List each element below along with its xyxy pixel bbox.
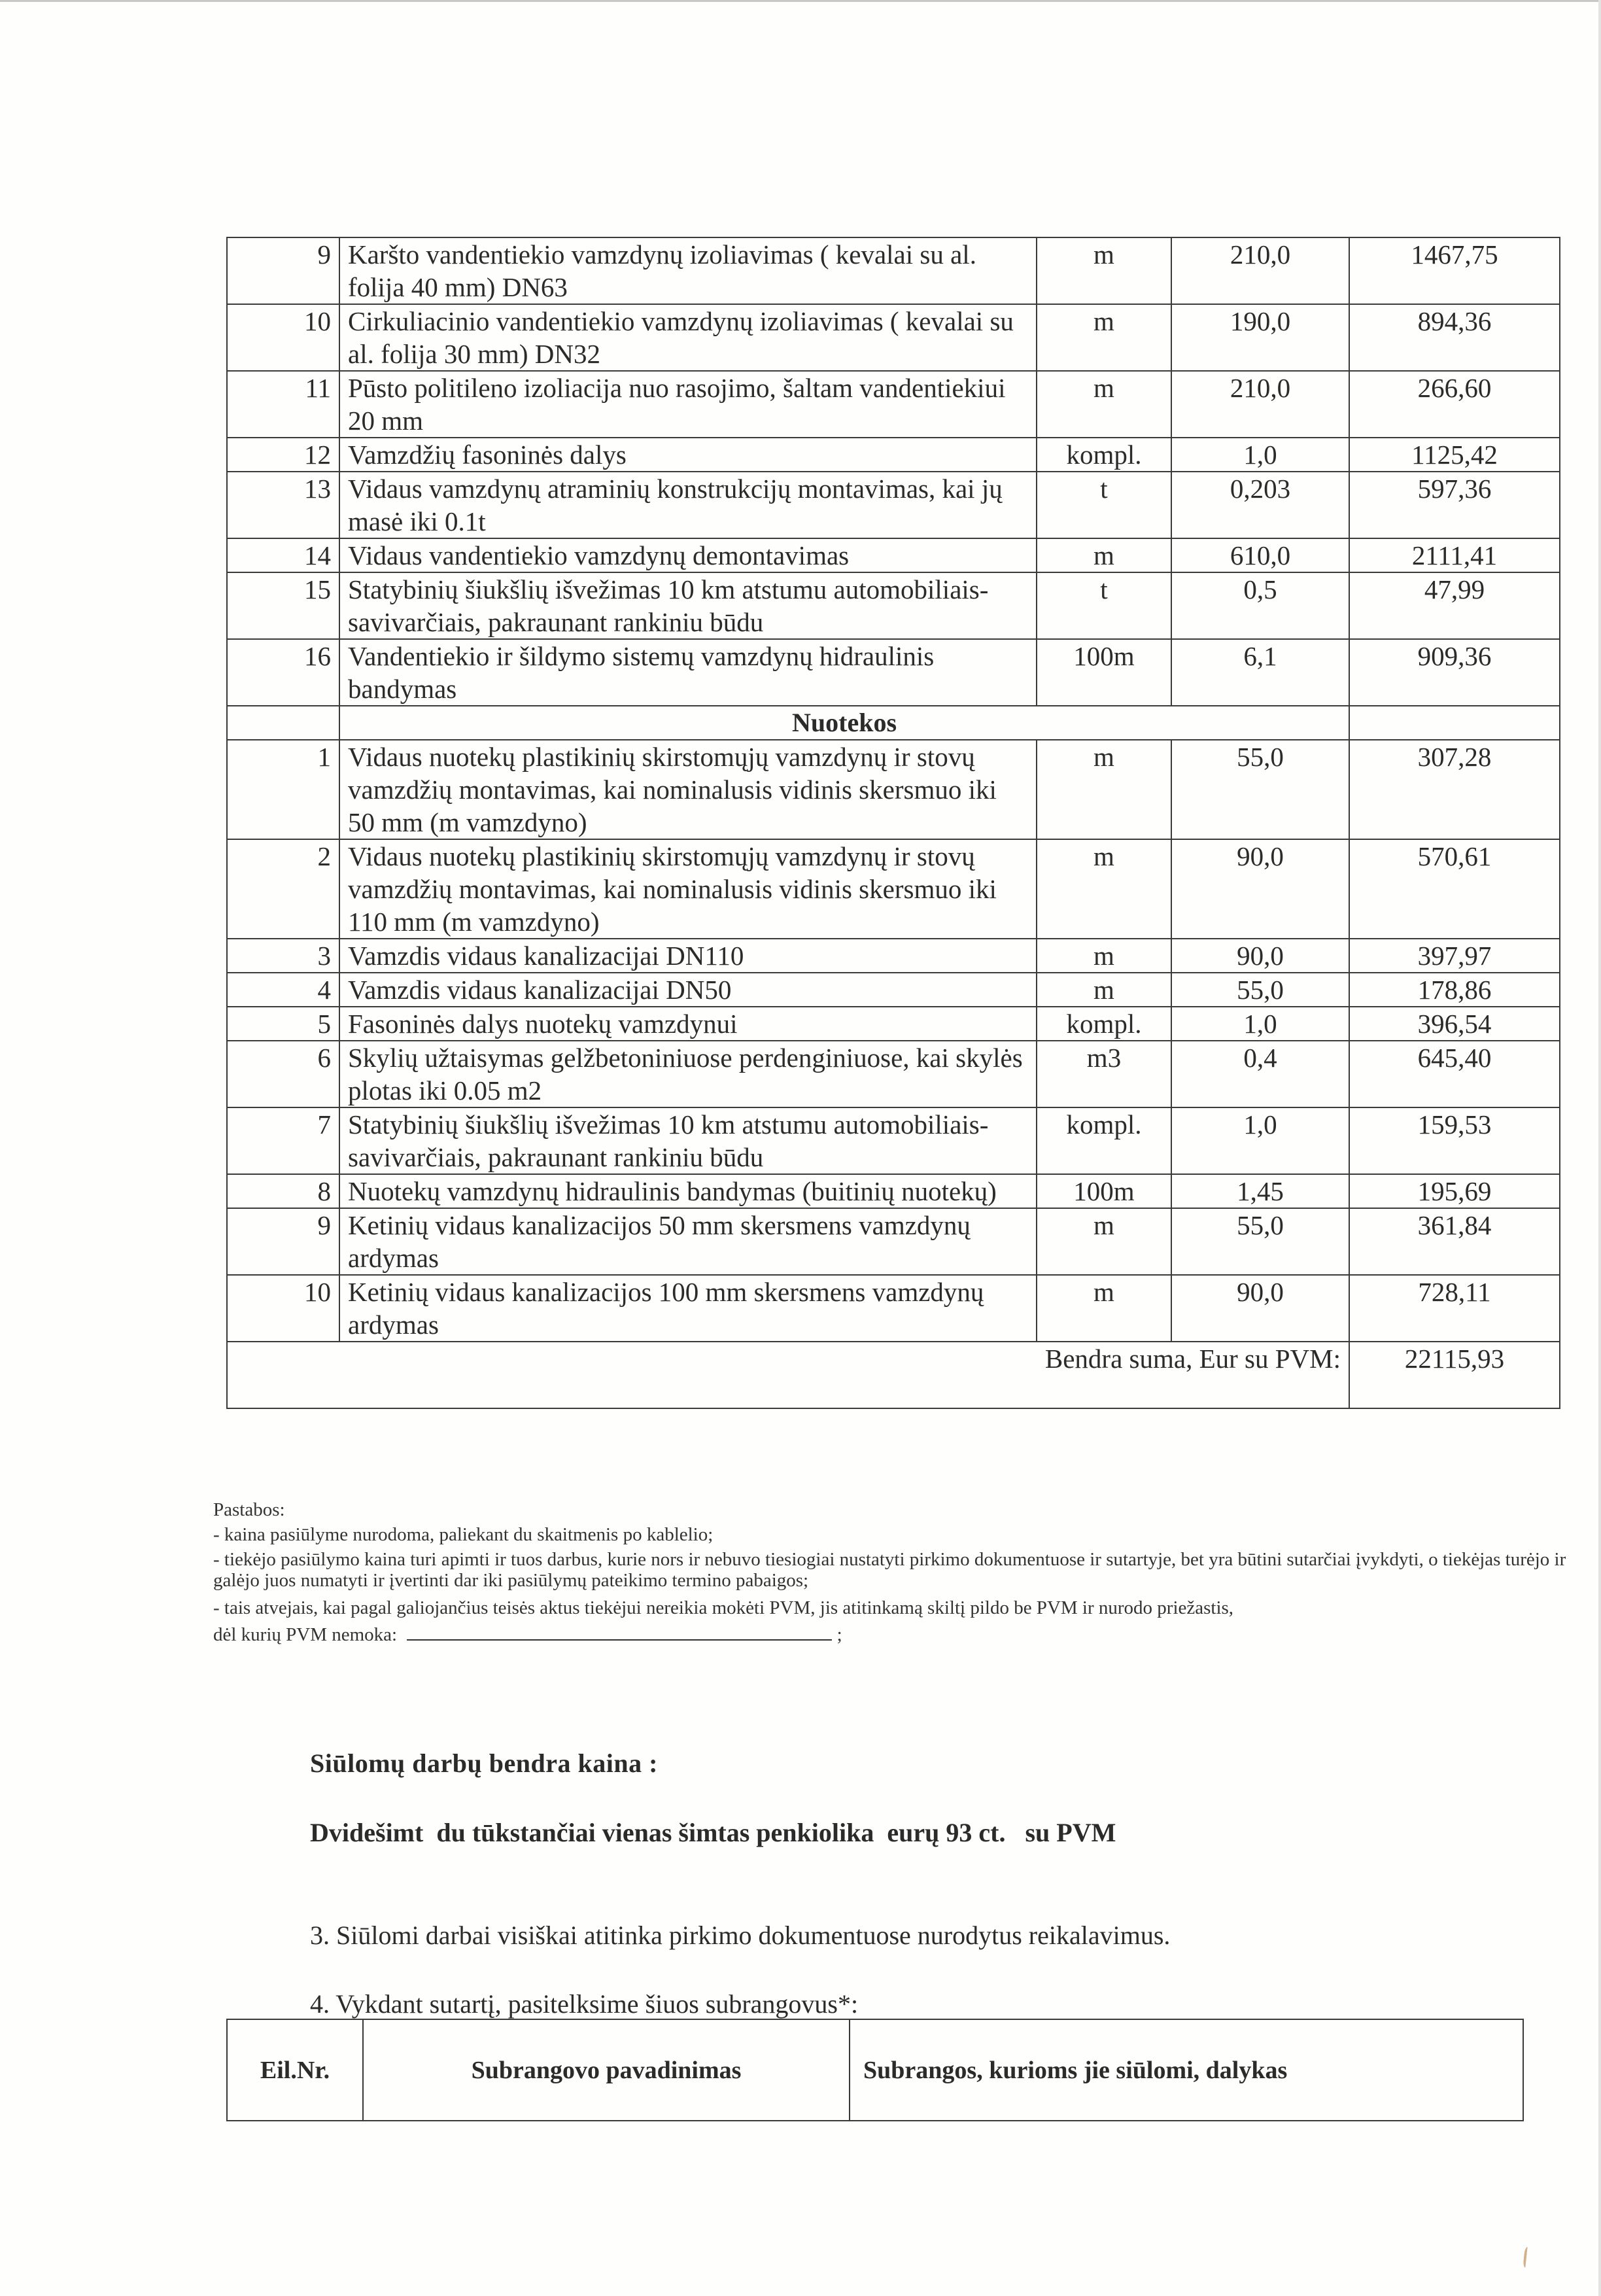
row-number: 12 [227, 438, 339, 472]
quantity: 0,4 [1171, 1041, 1349, 1107]
unit: t [1037, 572, 1171, 639]
subcontractors-table [226, 2019, 1524, 2121]
price: 909,36 [1349, 639, 1560, 706]
quantity: 610,0 [1171, 538, 1349, 572]
unit: m [1037, 973, 1171, 1007]
unit: kompl. [1037, 1107, 1171, 1174]
price: 266,60 [1349, 371, 1560, 438]
unit: m [1037, 304, 1171, 371]
header-subcontract-subject: Subrangos, kurioms jie siūlomi, dalykas [850, 2019, 1523, 2121]
note-item: - tiekėjo pasiūlymo kaina turi apimti ir tuos darbus, kurie nors ir nebuvo tiesiogiai nustatyti pirkimo dokumentuose ir sutartyje, bet yra būtini sutarčiai įvykdyti, o tiekėjas turėjo ir galėjo juos numatyti ir įvertinti dar iki pasiūlymų pateikimo termino pabaigos; [213, 1549, 1566, 1591]
quantity: 0,203 [1171, 472, 1349, 538]
quantity: 90,0 [1171, 839, 1349, 939]
row-number: 9 [227, 1208, 339, 1275]
statement-compliance: 3. Siūlomi darbai visiškai atitinka pirkimo dokumentuose nurodytus reikalavimus. [310, 1921, 1171, 1950]
table-row [227, 572, 1560, 639]
work-description: Nuotekų vamzdynų hidraulinis bandymas (buitinių nuotekų) [339, 1174, 1037, 1208]
table-row [227, 839, 1560, 939]
work-description: Vamzdžių fasoninės dalys [339, 438, 1037, 472]
unit: 100m [1037, 1174, 1171, 1208]
row-number: 10 [227, 304, 339, 371]
price [1349, 706, 1560, 740]
row-number: 11 [227, 371, 339, 438]
unit: m [1037, 1275, 1171, 1342]
work-description: Statybinių šiukšlių išvežimas 10 km atstumu automobiliais-savivarčiais, pakraunant rankiniu būdu [339, 1107, 1037, 1174]
work-description: Pūsto politileno izoliacija nuo rasojimo, šaltam vandentiekiui 20 mm [339, 371, 1037, 438]
section-header-row [227, 706, 1560, 740]
table-row [227, 1041, 1560, 1107]
price: 178,86 [1349, 973, 1560, 1007]
row-number: 5 [227, 1007, 339, 1041]
notes-title: Pastabos: [213, 1499, 285, 1520]
table-row [227, 939, 1560, 973]
table-row [227, 304, 1560, 371]
vat-reason-end: ; [836, 1624, 842, 1645]
row-number: 3 [227, 939, 339, 973]
total-value: 22115,93 [1349, 1342, 1560, 1408]
price: 645,40 [1349, 1041, 1560, 1107]
quantity: 6,1 [1171, 639, 1349, 706]
table-row [227, 740, 1560, 839]
work-description: Cirkuliacinio vandentiekio vamzdynų izoliavimas ( kevalai su al. folija 30 mm) DN32 [339, 304, 1037, 371]
price: 597,36 [1349, 472, 1560, 538]
row-number: 15 [227, 572, 339, 639]
row-number: 1 [227, 740, 339, 839]
section-title: Nuotekos [339, 706, 1349, 740]
table-row [227, 1007, 1560, 1041]
row-number: 9 [227, 237, 339, 304]
price: 570,61 [1349, 839, 1560, 939]
work-description: Vandentiekio ir šildymo sistemų vamzdynų hidraulinis bandymas [339, 639, 1037, 706]
note-item: - tais atvejais, kai pagal galiojančius teisės aktus tiekėjui nereikia mokėti PVM, jis atitinkamą skiltį pildo be PVM ir nurodo priežastis, [213, 1597, 1234, 1618]
price: 728,11 [1349, 1275, 1560, 1342]
total-price-heading: Siūlomų darbų bendra kaina : [310, 1748, 658, 1778]
work-description: Vidaus nuotekų plastikinių skirstomųjų vamzdynų ir stovų vamzdžių montavimas, kai nominalusis vidinis skersmuo iki 50 mm (m vamzdyno) [339, 740, 1037, 839]
unit: m [1037, 371, 1171, 438]
header-row-number: Eil.Nr. [227, 2019, 363, 2121]
table-row [227, 1107, 1560, 1174]
page-right-edge [1598, 0, 1601, 2296]
unit: m3 [1037, 1041, 1171, 1107]
note-item: - kaina pasiūlyme nurodoma, paliekant du skaitmenis po kablelio; [213, 1524, 714, 1545]
unit: m [1037, 839, 1171, 939]
works-price-table [226, 237, 1560, 1409]
vat-reason-label: dėl kurių PVM nemoka: [213, 1624, 398, 1645]
total-label: Bendra suma, Eur su PVM: [227, 1342, 1349, 1408]
quantity: 1,0 [1171, 1007, 1349, 1041]
work-description: Skylių užtaisymas gelžbetoniniuose perdenginiuose, kai skylės plotas iki 0.05 m2 [339, 1041, 1037, 1107]
price: 894,36 [1349, 304, 1560, 371]
unit: m [1037, 237, 1171, 304]
price: 47,99 [1349, 572, 1560, 639]
price: 396,54 [1349, 1007, 1560, 1041]
page-top-edge [0, 0, 1601, 2]
table-row [227, 237, 1560, 304]
quantity: 1,0 [1171, 438, 1349, 472]
vat-reason-field[interactable] [407, 1622, 832, 1641]
price: 361,84 [1349, 1208, 1560, 1275]
work-description: Fasoninės dalys nuotekų vamzdynui [339, 1007, 1037, 1041]
work-description: Ketinių vidaus kanalizacijos 50 mm skersmens vamzdynų ardymas [339, 1208, 1037, 1275]
row-number: 2 [227, 839, 339, 939]
quantity: 210,0 [1171, 237, 1349, 304]
row-number: 14 [227, 538, 339, 572]
work-description: Ketinių vidaus kanalizacijos 100 mm skersmens vamzdynų ardymas [339, 1275, 1037, 1342]
row-number: 7 [227, 1107, 339, 1174]
price: 195,69 [1349, 1174, 1560, 1208]
row-number: 10 [227, 1275, 339, 1342]
table-row [227, 639, 1560, 706]
price: 159,53 [1349, 1107, 1560, 1174]
work-description: Karšto vandentiekio vamzdynų izoliavimas ( kevalai su al. folija 40 mm) DN63 [339, 237, 1037, 304]
quantity: 55,0 [1171, 1208, 1349, 1275]
price: 307,28 [1349, 740, 1560, 839]
table-row [227, 438, 1560, 472]
total-row [227, 1342, 1560, 1408]
table-row [227, 538, 1560, 572]
quantity: 90,0 [1171, 1275, 1349, 1342]
row-number: 16 [227, 639, 339, 706]
row-number: 4 [227, 973, 339, 1007]
quantity: 210,0 [1171, 371, 1349, 438]
table-row [227, 1174, 1560, 1208]
subcontractors-header-row [227, 2019, 1523, 2121]
quantity: 55,0 [1171, 740, 1349, 839]
quantity: 1,45 [1171, 1174, 1349, 1208]
price: 397,97 [1349, 939, 1560, 973]
statement-subcontractors: 4. Vykdant sutartį, pasitelksime šiuos subrangovus*: [310, 1989, 859, 2019]
table-row [227, 973, 1560, 1007]
unit: kompl. [1037, 438, 1171, 472]
quantity: 190,0 [1171, 304, 1349, 371]
unit: t [1037, 472, 1171, 538]
work-description: Vidaus vandentiekio vamzdynų demontavimas [339, 538, 1037, 572]
unit: m [1037, 538, 1171, 572]
quantity: 1,0 [1171, 1107, 1349, 1174]
work-description: Vamzdis vidaus kanalizacijai DN110 [339, 939, 1037, 973]
unit: kompl. [1037, 1007, 1171, 1041]
quantity: 55,0 [1171, 973, 1349, 1007]
unit: m [1037, 939, 1171, 973]
unit: m [1037, 740, 1171, 839]
total-price-in-words: Dvidešimt du tūkstančiai vienas šimtas penkiolika eurų 93 ct. su PVM [310, 1818, 1116, 1847]
price: 1125,42 [1349, 438, 1560, 472]
price: 1467,75 [1349, 237, 1560, 304]
row-number [227, 706, 339, 740]
table-row [227, 1208, 1560, 1275]
quantity: 0,5 [1171, 572, 1349, 639]
row-number: 8 [227, 1174, 339, 1208]
unit: m [1037, 1208, 1171, 1275]
table-row [227, 472, 1560, 538]
work-description: Statybinių šiukšlių išvežimas 10 km atstumu automobiliais-savivarčiais, pakraunant rankiniu būdu [339, 572, 1037, 639]
vat-reason-line [213, 1622, 1567, 1645]
table-row [227, 1275, 1560, 1342]
unit: 100m [1037, 639, 1171, 706]
work-description: Vamzdis vidaus kanalizacijai DN50 [339, 973, 1037, 1007]
quantity: 90,0 [1171, 939, 1349, 973]
row-number: 6 [227, 1041, 339, 1107]
pen-mark [1523, 2247, 1531, 2269]
price: 2111,41 [1349, 538, 1560, 572]
header-subcontractor-name: Subrangovo pavadinimas [363, 2019, 850, 2121]
row-number: 13 [227, 472, 339, 538]
work-description: Vidaus vamzdynų atraminių konstrukcijų montavimas, kai jų masė iki 0.1t [339, 472, 1037, 538]
work-description: Vidaus nuotekų plastikinių skirstomųjų vamzdynų ir stovų vamzdžių montavimas, kai nominalusis vidinis skersmuo iki 110 mm (m vamzdyno) [339, 839, 1037, 939]
notes-section [213, 1499, 1567, 1649]
table-row [227, 371, 1560, 438]
